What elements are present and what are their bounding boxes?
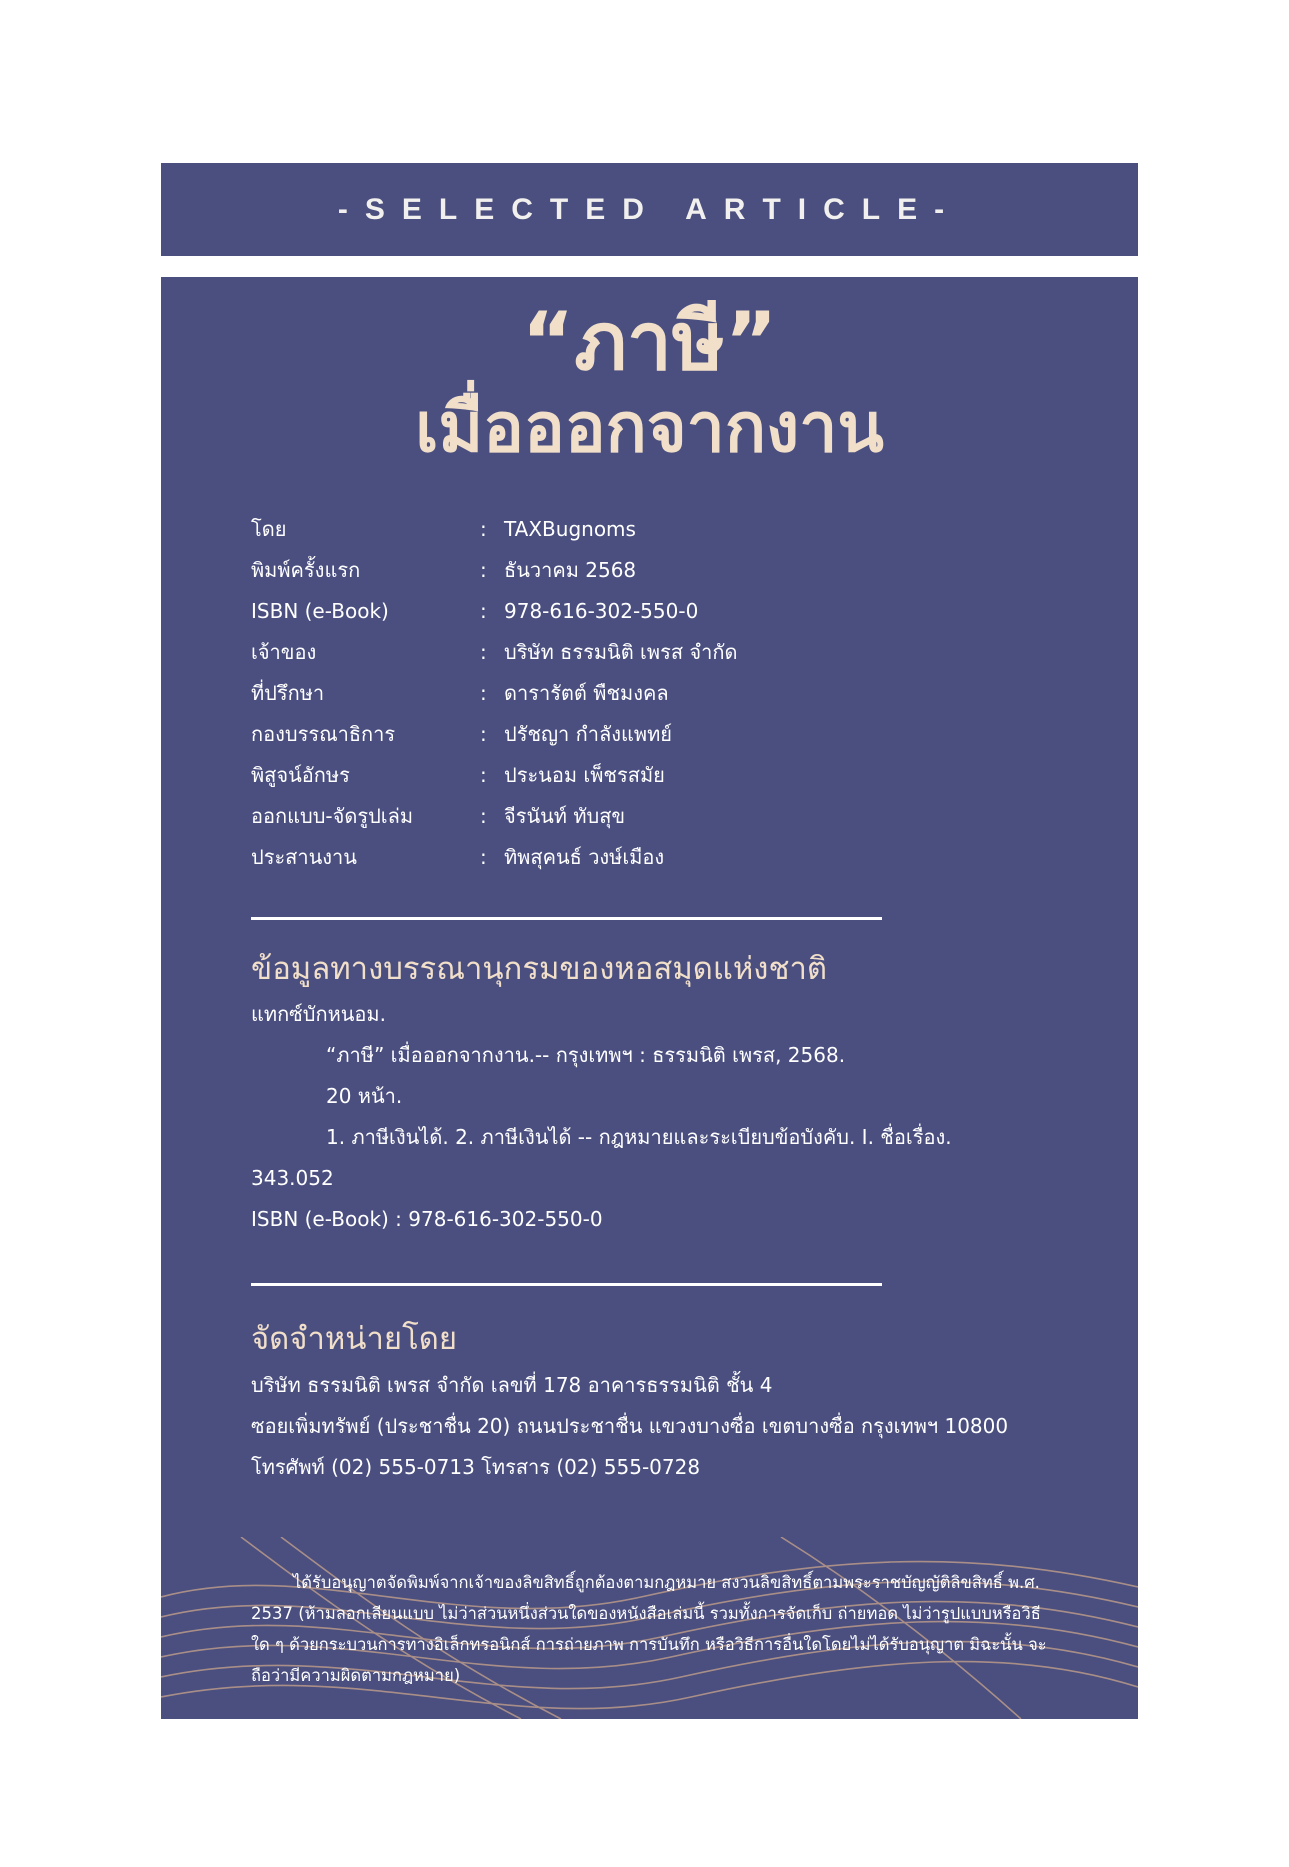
credit-label: ที่ปรึกษา	[251, 681, 325, 705]
credit-value: ทิพสุคนธ์ วงษ์เมือง	[504, 845, 665, 869]
catalog-title-line: “ภาษี” เมื่อออกจากงาน.-- กรุงเทพฯ : ธรรมนิติ เพรส, 2568.	[326, 1043, 846, 1067]
catalog-subjects: 1. ภาษีเงินได้. 2. ภาษีเงินได้ -- กฎหมายและระเบียบข้อบังคับ. I. ชื่อเรื่อง.	[326, 1125, 952, 1149]
credit-row	[251, 591, 1111, 632]
catalog-heading: ข้อมูลทางบรรณานุกรมของหอสมุดแห่งชาติ	[251, 951, 828, 987]
credit-value: ปรัชญา กำลังแพทย์	[504, 722, 672, 746]
catalog-author: แทกซ์บักหนอม.	[251, 1002, 386, 1026]
credit-label: โดย	[251, 517, 287, 541]
credit-label: เจ้าของ	[251, 640, 317, 664]
credit-row	[251, 632, 1111, 673]
credit-row	[251, 673, 1111, 714]
credit-label: พิสูจน์อักษร	[251, 763, 350, 787]
credit-separator: :	[480, 763, 487, 787]
credit-row	[251, 796, 1111, 837]
credits-list	[251, 509, 1111, 878]
credit-row	[251, 509, 1111, 550]
credit-separator: :	[480, 558, 487, 582]
credit-value: ดารารัตต์ พืชมงคล	[504, 681, 669, 705]
credit-label: ประสานงาน	[251, 845, 357, 869]
credit-separator: :	[480, 681, 487, 705]
divider-rule	[251, 917, 882, 920]
divider-rule	[251, 1283, 882, 1286]
catalog-isbn: ISBN (e-Book) : 978-616-302-550-0	[251, 1207, 603, 1231]
distribution-heading: จัดจำหน่ายโดย	[251, 1321, 458, 1357]
copyright-notice: ได้รับอนุญาตจัดพิมพ์จากเจ้าของลิขสิทธิ์ถูกต้องตามกฎหมาย สงวนลิขสิทธิ์ตามพระราชบัญญัติลิขสิทธิ์ พ.ศ. 2537 (ห้ามลอกเลียนแบบ ไม่ว่าส่วนหนึ่งส่วนใดของหนังสือเล่มนี้ รวมทั้งการจัดเก็บ ถ่ายทอด ไม่ว่ารูปแบบหรือวิธีใด ๆ ด้วยกระบวนการทางอิเล็กทรอนิกส์ การถ่ายภาพ การบันทึก หรือวิธีการอื่นใดโดยไม่ได้รับอนุญาต มิฉะนั้น จะถือว่ามีความผิดตามกฎหมาย)	[251, 1573, 1047, 1685]
book-title-line1: “ภาษี”	[521, 295, 778, 388]
credit-value: บริษัท ธรรมนิติ เพรส จำกัด	[504, 640, 738, 664]
selected-article-banner	[161, 163, 1138, 256]
credit-separator: :	[480, 722, 487, 746]
catalog-pages: 20 หน้า.	[326, 1084, 403, 1108]
credit-label: กองบรรณาธิการ	[251, 722, 396, 746]
credit-label: ISBN (e-Book)	[251, 599, 389, 623]
book-title-line2: เมื่อออกจากงาน	[415, 389, 884, 468]
distributor-address-line: ซอยเพิ่มทรัพย์ (ประชาชื่น 20) ถนนประชาชื่น แขวงบางซื่อ เขตบางซื่อ กรุงเทพฯ 10800	[251, 1414, 1009, 1438]
credit-separator: :	[480, 599, 487, 623]
credit-label: ออกแบบ-จัดรูปเล่ม	[251, 804, 414, 828]
copyright-page-panel	[161, 277, 1138, 1719]
credit-row	[251, 550, 1111, 591]
credit-separator: :	[480, 845, 487, 869]
credit-row	[251, 755, 1111, 796]
distributor-address-line: บริษัท ธรรมนิติ เพรส จำกัด เลขที่ 178 อาคารธรรมนิติ ชั้น 4	[251, 1373, 773, 1397]
credit-value: ประนอม เพ็ชรสมัย	[504, 763, 665, 787]
credit-value: จีรนันท์ ทับสุข	[504, 804, 626, 828]
catalog-classification: 343.052	[251, 1166, 334, 1190]
banner-label: -SELECTED ARTICLE-	[337, 192, 962, 226]
credit-row	[251, 837, 1111, 878]
credit-separator: :	[480, 517, 487, 541]
distributor-contact-line: โทรศัพท์ (02) 555-0713 โทรสาร (02) 555-0728	[251, 1455, 701, 1479]
credit-value: 978-616-302-550-0	[504, 599, 699, 623]
credit-label: พิมพ์ครั้งแรก	[251, 558, 361, 582]
credit-value: ธันวาคม 2568	[504, 558, 637, 582]
credit-value: TAXBugnoms	[504, 517, 636, 541]
credit-row	[251, 714, 1111, 755]
credit-separator: :	[480, 804, 487, 828]
credit-separator: :	[480, 640, 487, 664]
